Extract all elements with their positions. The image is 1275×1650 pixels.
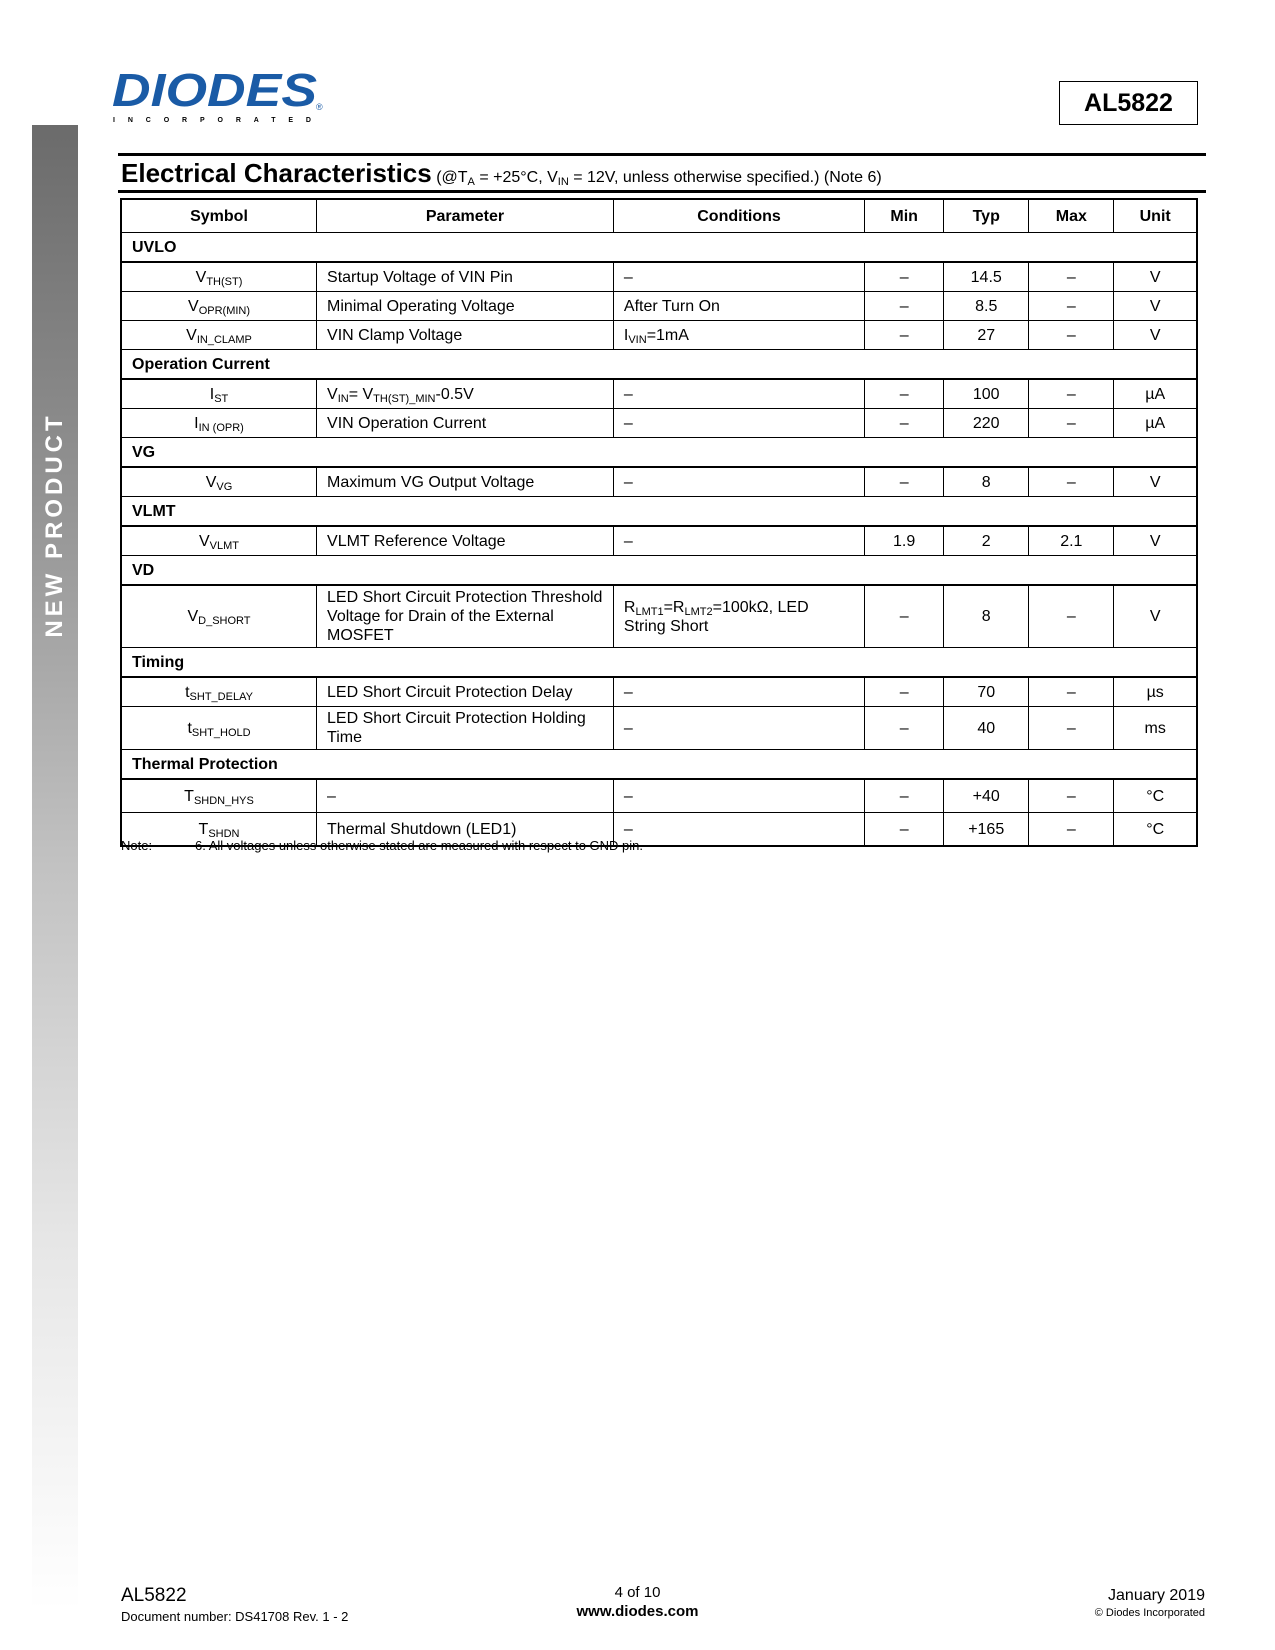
typ-cell: 2 <box>944 526 1029 556</box>
symbol-cell: $T_{SHDN}$ <box>121 813 317 847</box>
unit-cell: V <box>1114 262 1197 292</box>
min-cell: – <box>865 467 944 497</box>
logo-wordmark: DIODES <box>112 68 318 116</box>
typ-cell: 70 <box>944 677 1029 707</box>
typ-cell: +40 <box>944 779 1029 813</box>
symbol-cell: $I_{IN (OPR)}$ <box>121 409 317 438</box>
symbol-cell: $V_{VLMT}$ <box>121 526 317 556</box>
header-typ: Typ <box>944 199 1029 233</box>
symbol-cell: $T_{SHDN\_HYS}$ <box>121 779 317 813</box>
note-label: Note: <box>121 838 153 853</box>
title-rule-bottom <box>118 190 1206 193</box>
unit-cell: µA <box>1114 379 1197 409</box>
unit-cell: V <box>1114 585 1197 648</box>
table-row <box>121 321 1197 350</box>
max-cell: – <box>1029 779 1114 813</box>
table-row <box>121 779 1197 813</box>
unit-cell: V <box>1114 467 1197 497</box>
footer-website-link[interactable]: www.diodes.com <box>576 1603 699 1620</box>
header-min: Min <box>865 199 944 233</box>
unit-cell: V <box>1114 292 1197 321</box>
logo-registered-mark: ® <box>316 102 323 112</box>
section-row-operation-current <box>121 350 1197 380</box>
table-row <box>121 262 1197 292</box>
part-number-box: AL5822 <box>1059 81 1198 125</box>
unit-cell: °C <box>1114 813 1197 847</box>
table-note <box>121 838 643 853</box>
max-cell: – <box>1029 585 1114 648</box>
section-row-vd <box>121 556 1197 586</box>
parameter-cell: VIN Clamp Voltage <box>317 321 614 350</box>
footer-date: January 2019 <box>1108 1587 1205 1604</box>
unit-cell: µs <box>1114 677 1197 707</box>
max-cell: – <box>1029 467 1114 497</box>
header-max: Max <box>1029 199 1114 233</box>
parameter-cell: VLMT Reference Voltage <box>317 526 614 556</box>
table-row <box>121 526 1197 556</box>
parameter-cell: Thermal Shutdown (LED1) <box>317 813 614 847</box>
section-title-thermal-protection: Thermal Protection <box>121 750 1197 780</box>
section-title-vd: VD <box>121 556 1197 586</box>
section-title-uvlo: UVLO <box>121 233 1197 263</box>
symbol-cell: $V_{OPR(MIN)}$ <box>121 292 317 321</box>
section-row-thermal-protection <box>121 750 1197 780</box>
section-title-vg: VG <box>121 438 1197 468</box>
conditions-cell: – <box>613 379 864 409</box>
table-row <box>121 467 1197 497</box>
section-title-operation-current: Operation Current <box>121 350 1197 380</box>
header-parameter: Parameter <box>317 199 614 233</box>
parameter-cell: LED Short Circuit Protection Delay <box>317 677 614 707</box>
typ-cell: 8.5 <box>944 292 1029 321</box>
conditions-cell: – <box>613 779 864 813</box>
footer-part-number: AL5822 <box>121 1585 187 1606</box>
min-cell: – <box>865 262 944 292</box>
section-title-timing: Timing <box>121 648 1197 678</box>
typ-cell: 8 <box>944 467 1029 497</box>
parameter-cell: Minimal Operating Voltage <box>317 292 614 321</box>
max-cell: – <box>1029 677 1114 707</box>
parameter-cell: LED Short Circuit Protection Threshold Voltage for Drain of the External MOSFET <box>317 585 614 648</box>
section-row-uvlo <box>121 233 1197 263</box>
table-header-row <box>121 199 1197 233</box>
max-cell: – <box>1029 409 1114 438</box>
electrical-characteristics-table <box>120 198 1198 847</box>
symbol-cell: $V_{TH(ST)}$ <box>121 262 317 292</box>
min-cell: 1.9 <box>865 526 944 556</box>
unit-cell: V <box>1114 321 1197 350</box>
section-row-vg <box>121 438 1197 468</box>
parameter-cell: Startup Voltage of VIN Pin <box>317 262 614 292</box>
header-unit: Unit <box>1114 199 1197 233</box>
conditions-cell: – <box>613 526 864 556</box>
table-row <box>121 379 1197 409</box>
side-banner-text: NEW PRODUCT <box>41 412 68 638</box>
conditions-cell: – <box>613 707 864 750</box>
symbol-cell: $V_{IN\_CLAMP}$ <box>121 321 317 350</box>
max-cell: – <box>1029 379 1114 409</box>
footer-copyright: © Diodes Incorporated <box>1094 1607 1205 1619</box>
max-cell: – <box>1029 262 1114 292</box>
conditions-cell: – <box>613 262 864 292</box>
min-cell: – <box>865 779 944 813</box>
note-text: 6. All voltages unless otherwise stated are measured with respect to GND pin. <box>195 838 643 853</box>
footer-page-number: 4 of 10 <box>614 1584 661 1601</box>
typ-cell: 220 <box>944 409 1029 438</box>
unit-cell: °C <box>1114 779 1197 813</box>
min-cell: – <box>865 707 944 750</box>
symbol-cell: $t_{SHT\_DELAY}$ <box>121 677 317 707</box>
typ-cell: 27 <box>944 321 1029 350</box>
symbol-cell: $V_{D\_SHORT}$ <box>121 585 317 648</box>
footer-center <box>0 1584 1275 1620</box>
table-row <box>121 585 1197 648</box>
parameter-cell: $V_{IN}= V_{TH(ST)\_MIN}-0.5V$ <box>317 379 614 409</box>
symbol-cell: $I_{ST}$ <box>121 379 317 409</box>
max-cell: – <box>1029 707 1114 750</box>
unit-cell: ms <box>1114 707 1197 750</box>
min-cell: – <box>865 677 944 707</box>
conditions-cell: After Turn On <box>613 292 864 321</box>
min-cell: – <box>865 585 944 648</box>
logo-tagline: INCORPORATED <box>113 117 311 124</box>
max-cell: – <box>1029 813 1114 847</box>
company-logo <box>112 68 342 128</box>
typ-cell: 8 <box>944 585 1029 648</box>
footer-document-number: Document number: DS41708 Rev. 1 - 2 <box>121 1609 349 1624</box>
conditions-cell: – <box>613 677 864 707</box>
conditions-cell: – <box>613 409 864 438</box>
min-cell: – <box>865 379 944 409</box>
max-cell: 2.1 <box>1029 526 1114 556</box>
footer-right <box>1095 1587 1205 1619</box>
conditions-cell: $I_{VIN}=1mA$ <box>613 321 864 350</box>
section-title-main: Electrical Characteristics <box>121 158 432 188</box>
min-cell: – <box>865 409 944 438</box>
title-rule-top <box>118 153 1206 156</box>
max-cell: – <box>1029 292 1114 321</box>
min-cell: – <box>865 292 944 321</box>
symbol-cell: $V_{VG}$ <box>121 467 317 497</box>
table-row <box>121 409 1197 438</box>
parameter-cell: – <box>317 779 614 813</box>
section-row-vlmt <box>121 497 1197 527</box>
typ-cell: +165 <box>944 813 1029 847</box>
min-cell: – <box>865 813 944 847</box>
conditions-cell: – <box>613 813 864 847</box>
table-row <box>121 707 1197 750</box>
min-cell: – <box>865 321 944 350</box>
parameter-cell: Maximum VG Output Voltage <box>317 467 614 497</box>
conditions-cell: $R_{LMT1}=R_{LMT2}=100k\Omega$, LED String Short <box>613 585 864 648</box>
unit-cell: µA <box>1114 409 1197 438</box>
max-cell: – <box>1029 321 1114 350</box>
typ-cell: 100 <box>944 379 1029 409</box>
conditions-cell: – <box>613 467 864 497</box>
unit-cell: V <box>1114 526 1197 556</box>
parameter-cell: LED Short Circuit Protection Holding Time <box>317 707 614 750</box>
typ-cell: 14.5 <box>944 262 1029 292</box>
symbol-cell: $t_{SHT\_HOLD}$ <box>121 707 317 750</box>
section-title-conditions: ($@T_A = +25^\circ C$, $V_{IN} = 12V$, unless otherwise specified.) (Note 6) <box>436 169 882 188</box>
header-conditions: Conditions <box>613 199 864 233</box>
table-row <box>121 677 1197 707</box>
header-symbol: Symbol <box>121 199 317 233</box>
section-row-timing <box>121 648 1197 678</box>
section-title-vlmt: VLMT <box>121 497 1197 527</box>
side-banner <box>32 125 78 1610</box>
section-title <box>121 158 1206 188</box>
parameter-cell: VIN Operation Current <box>317 409 614 438</box>
table-row <box>121 292 1197 321</box>
typ-cell: 40 <box>944 707 1029 750</box>
